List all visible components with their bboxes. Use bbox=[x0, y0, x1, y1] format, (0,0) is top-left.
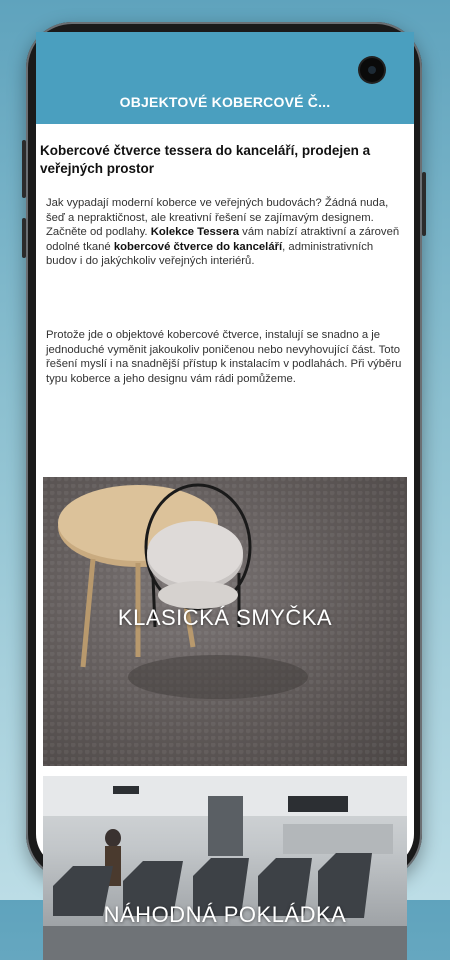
article-paragraph-1 bbox=[46, 196, 402, 269]
article-heading: Kobercové čtverce tessera do kanceláří, prodejen a veřejných prostor bbox=[40, 143, 371, 176]
paragraph-text: vám nabízí atraktivní a zároveň odolné tkané bbox=[46, 226, 400, 253]
app-bar-title: OBJEKTOVÉ KOBERCOVÉ Č... bbox=[119, 94, 331, 110]
category-card-nahodna-pokladka[interactable] bbox=[43, 776, 407, 960]
app-bar bbox=[36, 32, 414, 124]
paragraph-text: , administrativních budov i do jakýchkoliv veřejných interiérů. bbox=[46, 240, 374, 267]
bold-kobercove-ctverce: kobercové čtverce do kanceláří bbox=[113, 240, 283, 253]
phone-screen bbox=[36, 32, 414, 927]
bixby-button bbox=[22, 218, 26, 258]
category-card-klasicka-smycka[interactable] bbox=[43, 477, 407, 766]
card-image-airport-seating bbox=[43, 776, 407, 960]
paragraph-text: Jak vypadají moderní koberce ve veřejných budovách? Žádná nuda, šeď a nepraktičnost, ale kreativní řešení se zajímavým designem. Začněte od podlahy. bbox=[46, 197, 389, 238]
card-label: NÁHODNÁ POKLÁDKA bbox=[103, 902, 347, 927]
volume-button bbox=[22, 140, 26, 198]
article-paragraph-2: Protože jde o objektové kobercové čtverce, instalují se snadno a je jednoduché vyměnit jakoukoliv poničenou nebo nevyhovující část. Toto řešení myslí i na snadnější přístup k instalacím v podlahách. Při výběru typu koberce a jeho designu vám rádi pomůžeme. bbox=[46, 329, 402, 385]
card-label: KLASICKÁ SMYČKA bbox=[117, 605, 333, 630]
power-button bbox=[422, 172, 426, 236]
bold-link-tessera: Kolekce Tessera bbox=[150, 226, 240, 238]
front-camera bbox=[360, 58, 384, 82]
